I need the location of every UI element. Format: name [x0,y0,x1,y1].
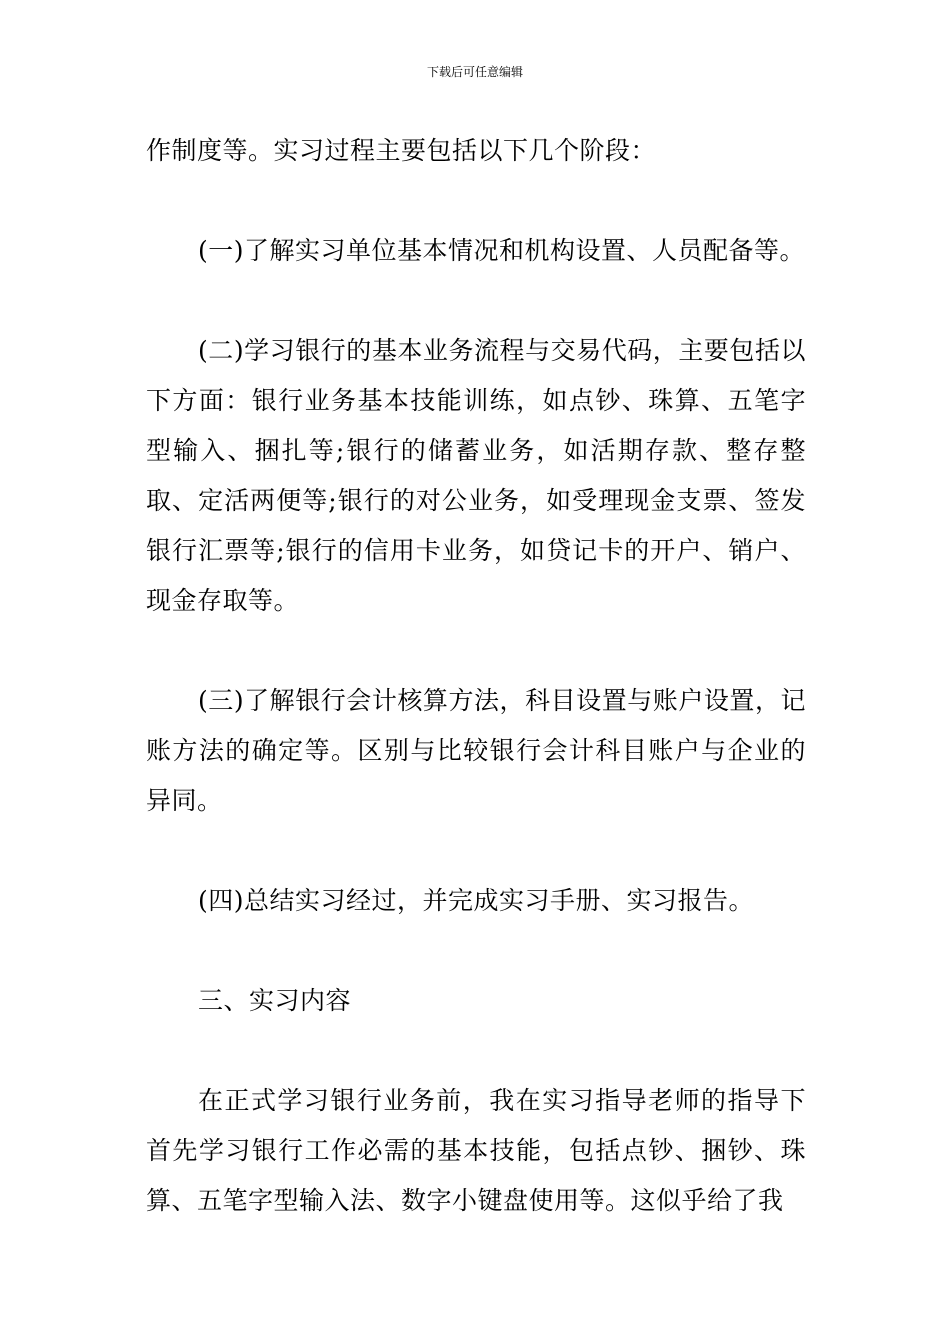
paragraph-stage-2: (二)学习银行的基本业务流程与交易代码，主要包括以下方面：银行业务基本技能训练，如点钞、珠算、五笔字型输入、捆扎等;银行的储蓄业务，如活期存款、整存整取、定活两便等;银行的对公业务，如受理现金支票、签发银行汇票等;银行的信用卡业务，如贷记卡的开户、销户、现金存取等。 [146,336,806,615]
paragraph-continuation: 作制度等。实习过程主要包括以下几个阶段： [146,136,657,165]
page-header: 下载后可任意编辑 [426,65,523,79]
paragraph-stage-1: (一)了解实习单位基本情况和机构设置、人员配备等。 [198,236,806,265]
document-body [146,126,806,1226]
paragraph-stage-3: (三)了解银行会计核算方法，科目设置与账户设置，记账方法的确定等。区别与比较银行会计科目账户与企业的异同。 [146,686,806,815]
paragraph-content: 在正式学习银行业务前，我在实习指导老师的指导下首先学习银行工作必需的基本技能，包括点钞、捆钞、珠算、五笔字型输入法、数字小键盘使用等。这似乎给了我 [146,1086,806,1215]
paragraph-stage-4: (四)总结实习经过，并完成实习手册、实习报告。 [198,886,755,915]
section-heading: 三、实习内容 [198,986,352,1015]
